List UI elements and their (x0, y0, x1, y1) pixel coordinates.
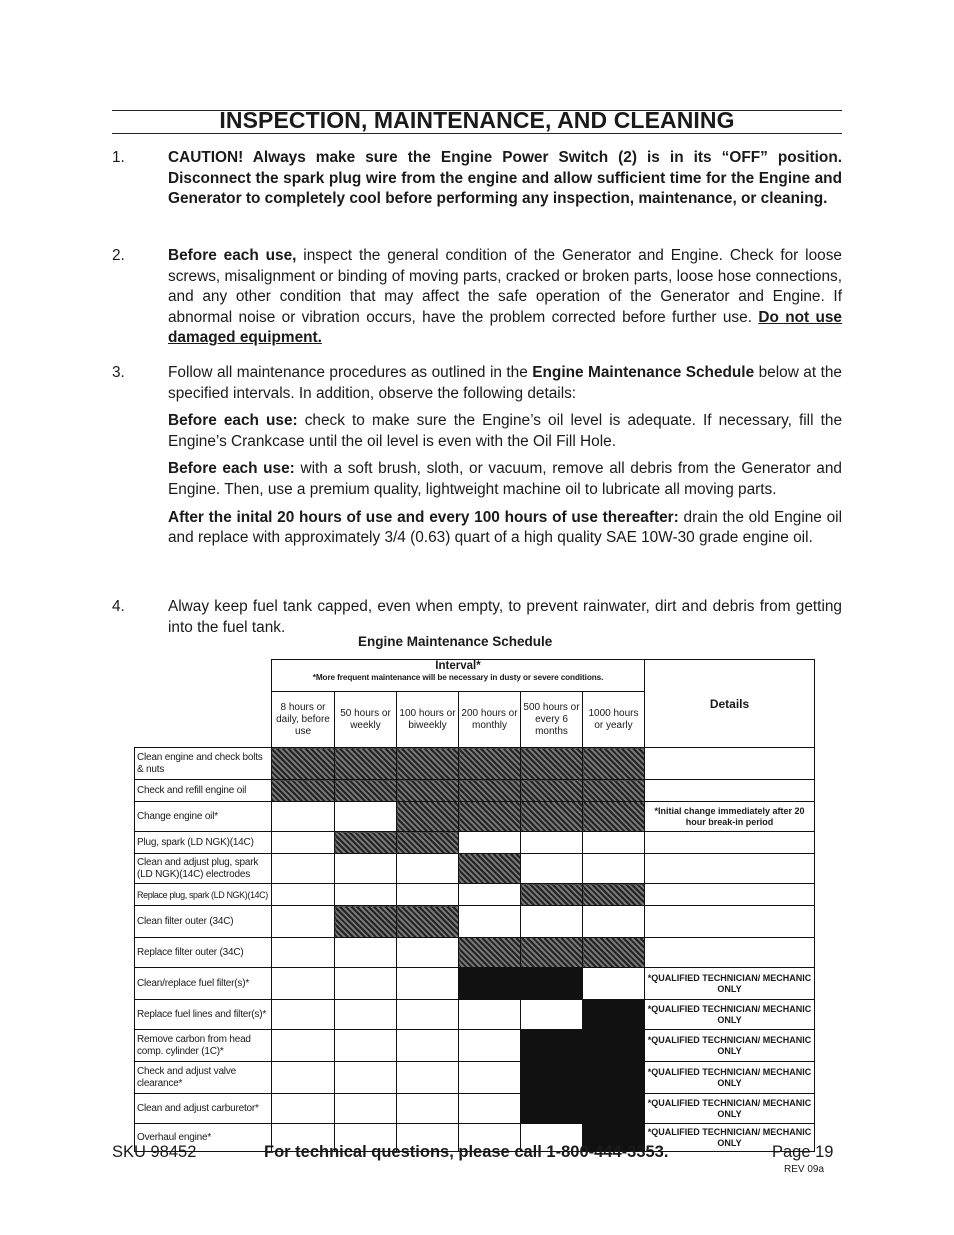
schedule-row (135, 748, 815, 780)
instruction-item-3 (112, 363, 842, 556)
item-number: 4. (112, 598, 125, 615)
interval-mark-empty (521, 854, 583, 884)
interval-mark-empty (272, 1030, 335, 1062)
details-cell: *QUALIFIED TECHNICIAN/ MECHANIC ONLY (645, 1094, 815, 1124)
interval-mark-empty (272, 968, 335, 1000)
task-cell: Clean and adjust plug, spark (LD NGK)(14C) electrodes (135, 854, 272, 884)
interval-mark-empty (335, 1030, 397, 1062)
details-cell: *QUALIFIED TECHNICIAN/ MECHANIC ONLY (645, 1030, 815, 1062)
interval-header (272, 660, 645, 692)
footer-sku: SKU 98452 (112, 1143, 197, 1161)
schedule-row (135, 780, 815, 802)
task-cell: Clean filter outer (34C) (135, 906, 272, 938)
lead-text: Before each use, (168, 247, 297, 264)
interval-mark-empty (521, 832, 583, 854)
interval-mark-hatch (583, 884, 645, 906)
body-text: Follow all maintenance procedures as outlined in the (168, 364, 533, 381)
interval-mark-hatch (521, 802, 583, 832)
details-cell (645, 854, 815, 884)
details-cell (645, 832, 815, 854)
table-corner (135, 660, 272, 748)
interval-mark-empty (272, 1094, 335, 1124)
interval-mark-hatch (459, 780, 521, 802)
item-number: 2. (112, 247, 125, 264)
interval-mark-empty (459, 1062, 521, 1094)
interval-mark-empty (583, 832, 645, 854)
schedule-row (135, 832, 815, 854)
interval-mark-empty (459, 1000, 521, 1030)
interval-column-header: 500 hours or every 6 months (521, 692, 583, 748)
interval-mark-empty (335, 802, 397, 832)
inspection-paragraph (168, 246, 842, 349)
oil-level-detail (168, 411, 842, 452)
interval-mark-empty (583, 968, 645, 1000)
interval-mark-hatch (272, 748, 335, 780)
task-cell: Plug, spark (LD NGK)(14C) (135, 832, 272, 854)
interval-mark-hatch (521, 884, 583, 906)
interval-mark-hatch (583, 748, 645, 780)
interval-column-header: 50 hours or weekly (335, 692, 397, 748)
interval-mark-hatch (583, 938, 645, 968)
interval-mark-empty (397, 884, 459, 906)
body-text: with a soft brush, sloth, or vacuum, remove all debris from the Generator and Engine. Then, use a premium quality, lightweight machine oil to lubricate all moving parts. (168, 460, 842, 498)
body-text: check to make sure the Engine’s oil level is adequate. If necessary, fill the Engine’s Crankcase until the oil level is even with the Oil Fill Hole. (168, 412, 843, 450)
interval-mark-solid (521, 1094, 583, 1124)
details-cell (645, 780, 815, 802)
interval-mark-empty (397, 1000, 459, 1030)
body-text: drain the old Engine oil and replace with approximately 3/4 (0.63) quart of a high quality SAE 10W-30 grade engine oil. (168, 508, 843, 547)
interval-column-header: 100 hours or biweekly (397, 692, 459, 748)
details-cell (645, 748, 815, 780)
interval-mark-hatch (335, 832, 397, 854)
interval-mark-empty (583, 906, 645, 938)
interval-mark-hatch (397, 906, 459, 938)
details-cell (645, 884, 815, 906)
interval-mark-empty (335, 968, 397, 1000)
page-title: INSPECTION, MAINTENANCE, AND CLEANING (219, 107, 735, 133)
schedule-row (135, 968, 815, 1000)
task-cell: Change engine oil* (135, 802, 272, 832)
interval-mark-empty (397, 1062, 459, 1094)
interval-mark-empty (459, 1030, 521, 1062)
interval-mark-empty (459, 884, 521, 906)
details-cell: *QUALIFIED TECHNICIAN/ MECHANIC ONLY (645, 968, 815, 1000)
interval-mark-solid (521, 968, 583, 1000)
task-cell: Clean/replace fuel filter(s)* (135, 968, 272, 1000)
interval-mark-empty (521, 1000, 583, 1030)
schedule-row (135, 884, 815, 906)
task-cell: Replace filter outer (34C) (135, 938, 272, 968)
interval-mark-empty (335, 1094, 397, 1124)
lead-text: After the inital 20 hours of use and every 100 hours of use thereafter: (168, 508, 679, 526)
lead-text: Before each use: (168, 412, 298, 430)
caution-text: CAUTION! Always make sure the Engine Power Switch (2) is in its “OFF” position. Disconnect the spark plug wire from the engine and allow sufficient time for the Engine and Generator to completely cool before performing any inspection, maintenance, or cleaning. (168, 149, 842, 208)
task-cell: Replace plug, spark (LD NGK)(14C) (135, 884, 272, 906)
details-cell (645, 938, 815, 968)
interval-mark-hatch (583, 802, 645, 832)
task-cell: Clean engine and check bolts & nuts (135, 748, 272, 780)
interval-mark-empty (583, 854, 645, 884)
interval-mark-empty (272, 906, 335, 938)
lead-text: Before each use: (168, 460, 295, 478)
interval-mark-empty (459, 1094, 521, 1124)
schedule-reference: Engine Maintenance Schedule (532, 364, 755, 381)
interval-mark-solid (583, 1094, 645, 1124)
interval-mark-empty (521, 906, 583, 938)
details-cell: *QUALIFIED TECHNICIAN/ MECHANIC ONLY (645, 1062, 815, 1094)
interval-mark-empty (335, 1000, 397, 1030)
interval-note: *More frequent maintenance will be necessary in dusty or severe conditions. (312, 673, 604, 682)
instruction-item-1 (112, 148, 842, 217)
item-number: 1. (112, 149, 125, 166)
interval-mark-hatch (397, 802, 459, 832)
interval-mark-hatch (272, 780, 335, 802)
interval-mark-hatch (521, 938, 583, 968)
warning-underline: Do not use damaged equipment. (168, 308, 842, 347)
details-cell: *Initial change immediately after 20 hour break-in period (645, 802, 815, 832)
interval-mark-empty (272, 1000, 335, 1030)
interval-mark-empty (272, 884, 335, 906)
interval-mark-hatch (397, 780, 459, 802)
task-cell: Clean and adjust carburetor* (135, 1094, 272, 1124)
details-cell (645, 906, 815, 938)
title-rule-bottom (112, 133, 842, 134)
interval-mark-empty (397, 1030, 459, 1062)
body-text: inspect the general condition of the Generator and Engine. Check for loose screws, misalignment or binding of moving parts, cracked or broken parts, loose hose connections, and any other condition that may affect the safe operation of the Generator and Engine. If abnormal noise or vibration occurs, have the problem corrected before further use. (168, 247, 842, 326)
maintenance-schedule-table (134, 659, 815, 1152)
schedule-row (135, 906, 815, 938)
interval-column-header: 200 hours or monthly (459, 692, 521, 748)
interval-mark-empty (272, 1062, 335, 1094)
interval-mark-solid (583, 1030, 645, 1062)
interval-mark-empty (272, 854, 335, 884)
interval-mark-empty (459, 832, 521, 854)
schedule-row (135, 1094, 815, 1124)
interval-mark-hatch (335, 906, 397, 938)
interval-mark-solid (521, 1030, 583, 1062)
footer-revision: REV 09a (784, 1164, 825, 1175)
interval-mark-hatch (459, 854, 521, 884)
interval-mark-empty (335, 938, 397, 968)
interval-mark-hatch (459, 802, 521, 832)
interval-mark-hatch (583, 780, 645, 802)
interval-column-header: 1000 hours or yearly (583, 692, 645, 748)
item-number: 3. (112, 364, 125, 381)
instruction-item-2 (112, 246, 842, 356)
details-cell: *QUALIFIED TECHNICIAN/ MECHANIC ONLY (645, 1000, 815, 1030)
interval-mark-solid (583, 1000, 645, 1030)
footer-tech-support: For technical questions, please call 1-800-444-3353. (264, 1143, 669, 1161)
interval-mark-empty (397, 854, 459, 884)
interval-mark-empty (397, 1094, 459, 1124)
interval-mark-empty (397, 938, 459, 968)
interval-title: Interval* (435, 660, 481, 672)
interval-column-header: 8 hours or daily, before use (272, 692, 335, 748)
interval-mark-solid (459, 968, 521, 1000)
interval-mark-hatch (397, 832, 459, 854)
interval-mark-empty (272, 938, 335, 968)
interval-mark-empty (459, 906, 521, 938)
interval-mark-solid (583, 1062, 645, 1094)
interval-mark-hatch (521, 780, 583, 802)
details-header: Details (645, 660, 815, 748)
interval-mark-hatch (459, 748, 521, 780)
interval-mark-empty (272, 802, 335, 832)
interval-mark-empty (397, 968, 459, 1000)
interval-mark-solid (521, 1062, 583, 1094)
fuel-tank-text: Alway keep fuel tank capped, even when empty, to prevent rainwater, dirt and debris from getting into the fuel tank. (168, 598, 842, 636)
schedule-row (135, 854, 815, 884)
schedule-row (135, 938, 815, 968)
interval-mark-hatch (335, 748, 397, 780)
interval-mark-empty (335, 854, 397, 884)
interval-mark-hatch (397, 748, 459, 780)
task-cell: Check and adjust valve clearance* (135, 1062, 272, 1094)
schedule-title: Engine Maintenance Schedule (358, 634, 553, 649)
cleaning-detail (168, 459, 842, 500)
schedule-row (135, 1000, 815, 1030)
interval-mark-empty (272, 832, 335, 854)
task-cell: Overhaul engine* (135, 1124, 272, 1152)
footer-page-number: Page 19 (772, 1143, 834, 1161)
schedule-row (135, 1030, 815, 1062)
schedule-row (135, 1062, 815, 1094)
interval-mark-empty (335, 1062, 397, 1094)
oil-change-detail (168, 508, 842, 549)
interval-mark-empty (335, 884, 397, 906)
task-cell: Replace fuel lines and filter(s)* (135, 1000, 272, 1030)
interval-mark-hatch (459, 938, 521, 968)
details-cell: *QUALIFIED TECHNICIAN/ MECHANIC ONLY (645, 1124, 815, 1152)
schedule-intro (168, 363, 842, 404)
interval-mark-hatch (521, 748, 583, 780)
interval-mark-hatch (335, 780, 397, 802)
schedule-row (135, 802, 815, 832)
task-cell: Check and refill engine oil (135, 780, 272, 802)
task-cell: Remove carbon from head comp. cylinder (1C)* (135, 1030, 272, 1062)
body-text: below at the specified intervals. In addition, observe the following details: (168, 364, 842, 402)
